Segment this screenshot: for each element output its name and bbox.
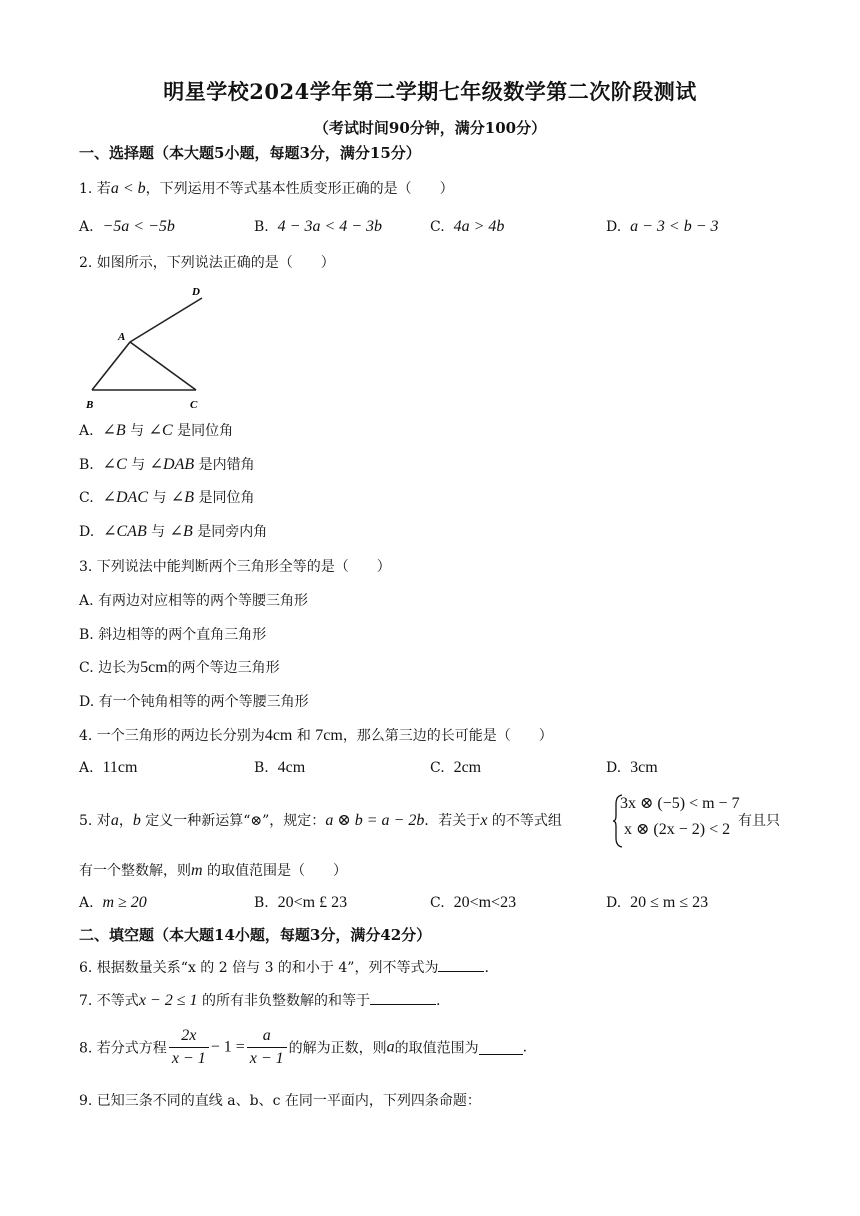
q2-option-b: B. ∠C 与 ∠DAB 是内错角 — [79, 456, 255, 473]
q4-option-a: A. 11cm — [79, 759, 138, 776]
question-8: 8. 若分式方程 $\frac{2x}{x - 1}$ − 1 = $\frac{a}{x - 1}$ 的解为正数，则a的取值范围为 . — [79, 1025, 527, 1070]
q1-condition: a < b — [110, 180, 146, 197]
question-5-stem: 5. 对a，b 定义一种新运算“⊗”，规定：a ⊗ b = a − 2b．若关于x 的不等式组 — [79, 812, 562, 829]
q5-option-d: D. 20 ≤ m ≤ 23 — [606, 894, 709, 911]
exam-subtitle: （考试时间90分钟，满分100分） — [313, 119, 547, 137]
q1-option-a: A. −5a < −5b — [79, 218, 175, 235]
q5-inequality-2: x ⊗ (2x − 2) < 2 — [624, 821, 731, 838]
question-4-stem: 4. 一个三角形的两边长分别为4cm 和 7cm，那么第三边的长可能是（ ） — [79, 727, 553, 744]
q3-option-b: B. 斜边相等的两个直角三角形 — [79, 627, 267, 643]
segment-ac — [130, 342, 196, 390]
page-title: 明星学校2024学年第二学期七年级数学第二次阶段测试 — [163, 79, 697, 104]
q5-option-a: A. m ≥ 20 — [79, 894, 147, 911]
label-d: D — [192, 286, 200, 298]
question-2-stem: 2. 如图所示，下列说法正确的是（ ） — [79, 255, 335, 271]
question-5-stem-line-2: 有一个整数解，则m 的取值范围是（ ） — [79, 862, 348, 879]
q5-inequality-1: 3x ⊗ (−5) < m − 7 — [620, 795, 740, 812]
q3-option-c: C. 边长为5cm的两个等边三角形 — [79, 659, 280, 676]
q1-option-b: B. 4 − 3a < 4 − 3b — [254, 218, 383, 235]
q2-option-d: D. ∠CAB 与 ∠B 是同旁内角 — [79, 523, 268, 540]
q8-fraction-left: $\frac{2x}{x - 1}$ — [169, 1025, 209, 1070]
question-7: 7. 不等式x − 2 ≤ 1 的所有非负整数解的和等于 . — [79, 992, 441, 1009]
question-3-stem: 3. 下列说法中能判断两个三角形全等的是（ ） — [79, 559, 391, 575]
q2-option-a: A. ∠B 与 ∠C 是同位角 — [79, 422, 234, 439]
label-c: C — [190, 399, 198, 411]
question-9-stem: 9. 已知三条不同的直线 a、b、c 在同一平面内，下列四条命题： — [79, 1093, 481, 1109]
segment-ab — [92, 342, 130, 390]
q4-option-d: D. 3cm — [606, 759, 658, 776]
q3-option-d: D. 有一个钝角相等的两个等腰三角形 — [79, 694, 309, 710]
q4-option-c: C. 2cm — [430, 759, 482, 776]
q8-answer-blank[interactable] — [479, 1040, 523, 1055]
q1-option-c: C. 4a > 4b — [430, 218, 505, 235]
question-6: 6. 根据数量关系“x 的 2 倍与 3 的和小于 4”，列不等式为 . — [79, 957, 489, 977]
q4-option-b: B. 4cm — [254, 759, 306, 776]
q8-fraction-right: $\frac{a}{x - 1}$ — [247, 1025, 287, 1070]
question-1-stem: 1. 若a < b，下列运用不等式基本性质变形正确的是（ ） — [79, 180, 454, 197]
q2-option-c: C. ∠DAC 与 ∠B 是同位角 — [79, 489, 255, 506]
label-b: B — [86, 399, 94, 411]
q3-option-a: A. 有两边对应相等的两个等腰三角形 — [79, 593, 309, 609]
section-heading-choice: 一、选择题（本大题5小题，每题3分，满分15分） — [79, 144, 421, 162]
q6-answer-blank[interactable] — [438, 957, 484, 972]
q5-stem-tail: 有且只 — [738, 813, 780, 829]
q5-option-b: B. 20<m £ 23 — [254, 894, 348, 911]
q7-answer-blank[interactable] — [370, 990, 436, 1005]
q5-option-c: C. 20<m<23 — [430, 894, 517, 911]
q1-option-d: D. a − 3 < b − 3 — [606, 218, 719, 235]
label-a: A — [118, 331, 126, 343]
q2-triangle-figure — [80, 282, 220, 412]
section-heading-fill-in: 二、填空题（本大题14小题，每题3分，满分42分） — [79, 926, 432, 944]
ray-ad — [130, 298, 202, 342]
